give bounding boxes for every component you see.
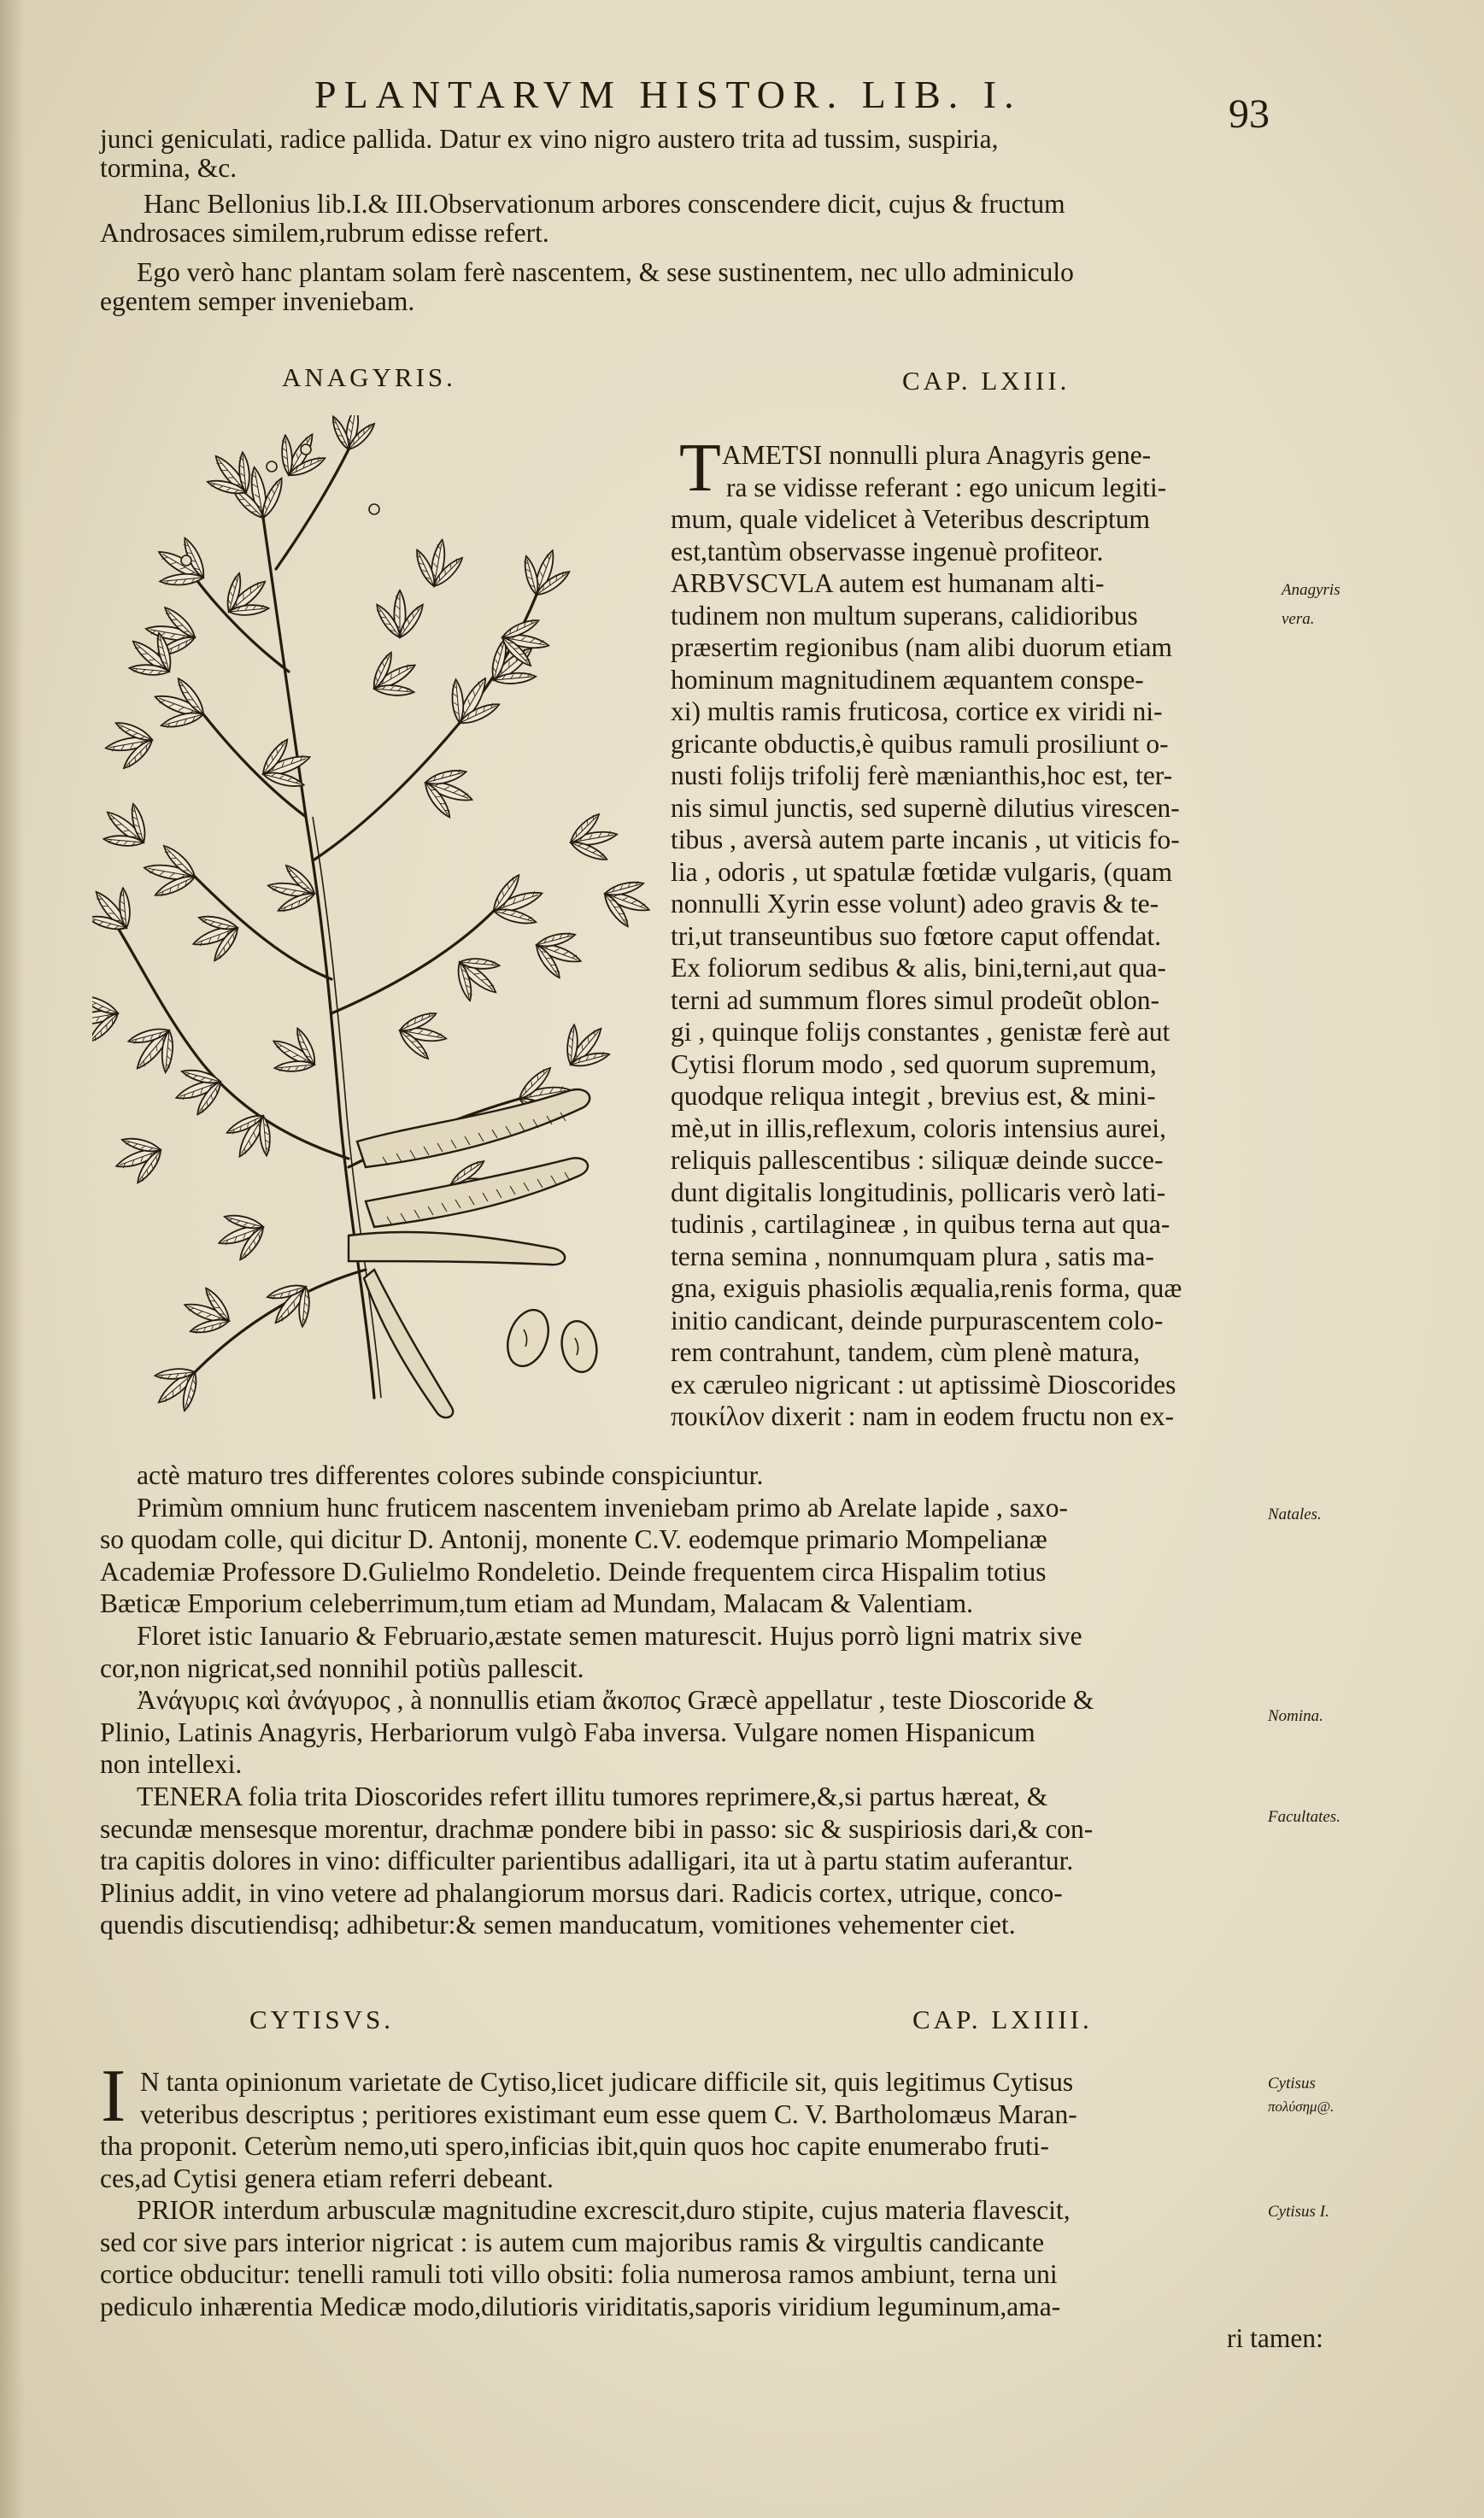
text-line: PRIOR interdum arbusculæ magnitudine excrescit,duro stipite, cujus materia flavescit, <box>137 2195 1070 2225</box>
intro-line: tormina, &c. <box>100 153 238 183</box>
text-line: initio candicant, deinde purpurascentem colo- <box>671 1305 1164 1335</box>
text-line: nonnulli Xyrin esse volunt) adeo gravis & te- <box>671 889 1159 919</box>
text-line: mum, quale videlicet à Veteribus descriptum <box>671 504 1151 534</box>
text-line: xi) multis ramis fruticosa, cortice ex viridi ni- <box>671 696 1163 726</box>
text-line: tra capitis dolores in vino: difficulter parientibus adalligari, ita ut à partu statim auferantur. <box>100 1846 1074 1876</box>
drop-cap-t: T <box>679 431 721 506</box>
text-line: hominum magnitudinem æquantem conspe- <box>671 664 1144 695</box>
page-number: 93 <box>1229 91 1270 137</box>
text-line: tudinem non multum superans, calidioribus <box>671 600 1138 631</box>
drop-cap-i: I <box>101 2055 126 2138</box>
text-line: pediculo inhærentia Medicæ modo,dilutioris viriditatis,saporis viridium leguminum,ama- <box>100 2291 1061 2321</box>
text-line: gricante obductis,è quibus ramuli prosiliunt o- <box>671 728 1169 759</box>
margin-note: Cytisus <box>1268 2075 1316 2092</box>
margin-note: Facultates. <box>1268 1808 1340 1826</box>
text-line: veteribus descriptus ; peritiores existimant eum esse quem C. V. Bartholomæus Maran- <box>140 2098 1077 2129</box>
text-line: so quodam colle, qui dicitur D. Antonij, monente C.V. eodemque primario Mompelianæ <box>100 1524 1047 1555</box>
text-line: ces,ad Cytisi genera etiam referri debeant. <box>100 2163 554 2193</box>
text-line: AMETSI nonnulli plura Anagyris gene- <box>722 440 1152 470</box>
text-line: ARBVSCVLA autem est humanam alti- <box>671 568 1105 598</box>
text-line: nusti folijs trifolij ferè mænianthis,hoc est, ter- <box>671 760 1173 790</box>
text-line: ra se vidisse referant : ego unicum legiti- <box>726 472 1167 502</box>
intro-line: Hanc Bellonius lib.I.& III.Observationum arbores conscendere dicit, cujus & fructum <box>144 189 1065 219</box>
text-line: gi , quinque folijs constantes , genistæ ferè aut <box>671 1017 1170 1047</box>
text-line: quodque reliqua integit , brevius est, & mini- <box>671 1081 1156 1111</box>
running-head: PLANTARVM HISTOR. LIB. I. <box>314 73 1022 116</box>
text-line: dunt digitalis longitudinis, pollicaris verò lati- <box>671 1177 1166 1207</box>
text-line: Academiæ Professore D.Gulielmo Rondeletio. Deinde frequentem circa Hispalim totius <box>100 1556 1047 1587</box>
text-line: gna, exiguis phasiolis æqualia,renis forma, quæ <box>671 1273 1182 1303</box>
text-line: rem contrahunt, tandem, cùm plenè matura, <box>671 1337 1141 1367</box>
anagyris-woodcut-illustration <box>92 415 663 1423</box>
intro-line: Ego verò hanc plantam solam ferè nascentem, & sese sustinentem, nec ullo adminiculo <box>137 257 1074 287</box>
text-line: sed cor sive pars interior nigricat : is autem cum majoribus ramis & virgultis candicante <box>100 2227 1045 2257</box>
plant-drawing <box>92 415 663 1423</box>
section-title-anagyris: ANAGYRIS. <box>282 362 456 392</box>
margin-note: Natales. <box>1268 1506 1322 1523</box>
text-line: quendis discutiendisq; adhibetur:& semen manducatum, vomitiones vehementer ciet. <box>100 1910 1016 1940</box>
text-line: cortice obducitur: tenelli ramuli toti villo obsiti: folia numerosa ramos ambiunt, terna uni <box>100 2259 1058 2289</box>
margin-note: Cytisus I. <box>1268 2203 1329 2221</box>
text-line: ποικίλον dixerit : nam in eodem fructu non ex- <box>671 1401 1175 1431</box>
text-line: non intellexi. <box>100 1749 243 1780</box>
text-line: tibus , aversà autem parte incanis , ut viticis fo- <box>671 825 1180 854</box>
margin-note: πολύσημ@. <box>1268 2098 1334 2115</box>
text-line: cor,non nigricat,sed nonnihil potiùs pallescit. <box>100 1652 584 1683</box>
intro-line: Androsaces similem,rubrum edisse refert. <box>100 218 549 248</box>
intro-line: junci geniculati, radice pallida. Datur ex vino nigro austero trita ad tussim, suspiria, <box>100 124 999 154</box>
text-line: TENERA folia trita Dioscorides refert illitu tumores reprimere,&,si partus hæreat, & <box>137 1781 1048 1811</box>
margin-note: vera. <box>1282 610 1315 628</box>
text-line: ex cæruleo nigricant : ut aptissimè Dioscorides <box>671 1369 1176 1400</box>
intro-line: egentem semper inveniebam. <box>100 286 415 316</box>
text-line: tha proponit. Ceterùm nemo,uti spero,inficias ibit,quin quos hoc capite enumerabo fruti- <box>100 2131 1049 2161</box>
text-line: Primùm omnium hunc fruticem nascentem inveniebam primo ab Arelate lapide , saxo- <box>137 1492 1068 1523</box>
text-line: ri tamen: <box>1227 2323 1323 2353</box>
text-line: Bæticæ Emporium celeberrimum,tum etiam ad Mundam, Malacam & Valentiam. <box>100 1588 974 1619</box>
text-line: terna semina , nonnumquam plura , satis ma- <box>671 1241 1154 1271</box>
text-line: Plinio, Latinis Anagyris, Herbariorum vulgò Faba inversa. Vulgare nomen Hispanicum <box>100 1717 1035 1747</box>
text-line: lia , odoris , ut spatulæ fœtidæ vulgaris, (quam <box>671 856 1173 887</box>
margin-note: Nomina. <box>1268 1707 1323 1725</box>
text-line: actè maturo tres differentes colores subinde conspiciuntur. <box>137 1460 764 1490</box>
gutter-shadow <box>0 0 24 2518</box>
text-line: Ex foliorum sedibus & alis, bini,terni,aut qua- <box>671 953 1167 983</box>
text-line: terni ad summum flores simul prodeũt oblon- <box>671 984 1160 1015</box>
text-line: N tanta opinionum varietate de Cytiso,licet judicare difficile sit, quis legitimus Cytisus <box>140 2067 1074 2097</box>
text-line: tri,ut transeuntibus suo fœtore caput offendat. <box>671 920 1162 951</box>
text-line: Floret istic Ianuario & Februario,æstate semen maturescit. Hujus porrò ligni matrix sive <box>137 1621 1082 1651</box>
text-line: Ἀνάγυρις καὶ ἀνάγυρος , à nonnullis etiam ἄκοπος Græcè appellatur , teste Dioscoride & <box>137 1685 1094 1716</box>
text-line: Cytisi florum modo , sed quorum supremum, <box>671 1048 1157 1079</box>
section-title-cytisus: CYTISVS. <box>249 2004 394 2034</box>
margin-note: Anagyris <box>1282 581 1340 599</box>
text-line: reliquis pallescentibus : siliquæ deinde succe- <box>671 1145 1164 1175</box>
text-line: secundæ mensesque morentur, drachmæ pondere bibi in passo: sic & suspiriosis dari,& con- <box>100 1813 1094 1844</box>
text-line: tudinis , cartilagineæ , in quibus terna aut qua- <box>671 1209 1170 1239</box>
text-line: est,tantùm observasse ingenuè profiteor. <box>671 536 1104 566</box>
text-line: præsertim regionibus (nam alibi duorum etiam <box>671 632 1173 662</box>
text-line: Plinius addit, in vino vetere ad phalangiorum morsus dari. Radicis cortex, utrique, conco- <box>100 1877 1063 1908</box>
text-line: mè,ut in illis,reflexum, coloris intensius aurei, <box>671 1112 1167 1143</box>
chapter-number: CAP. LXIII. <box>902 366 1070 396</box>
text-line: nis simul junctis, sed supernè dilutius virescen- <box>671 792 1180 823</box>
chapter-number: CAP. LXIIII. <box>912 2004 1093 2034</box>
